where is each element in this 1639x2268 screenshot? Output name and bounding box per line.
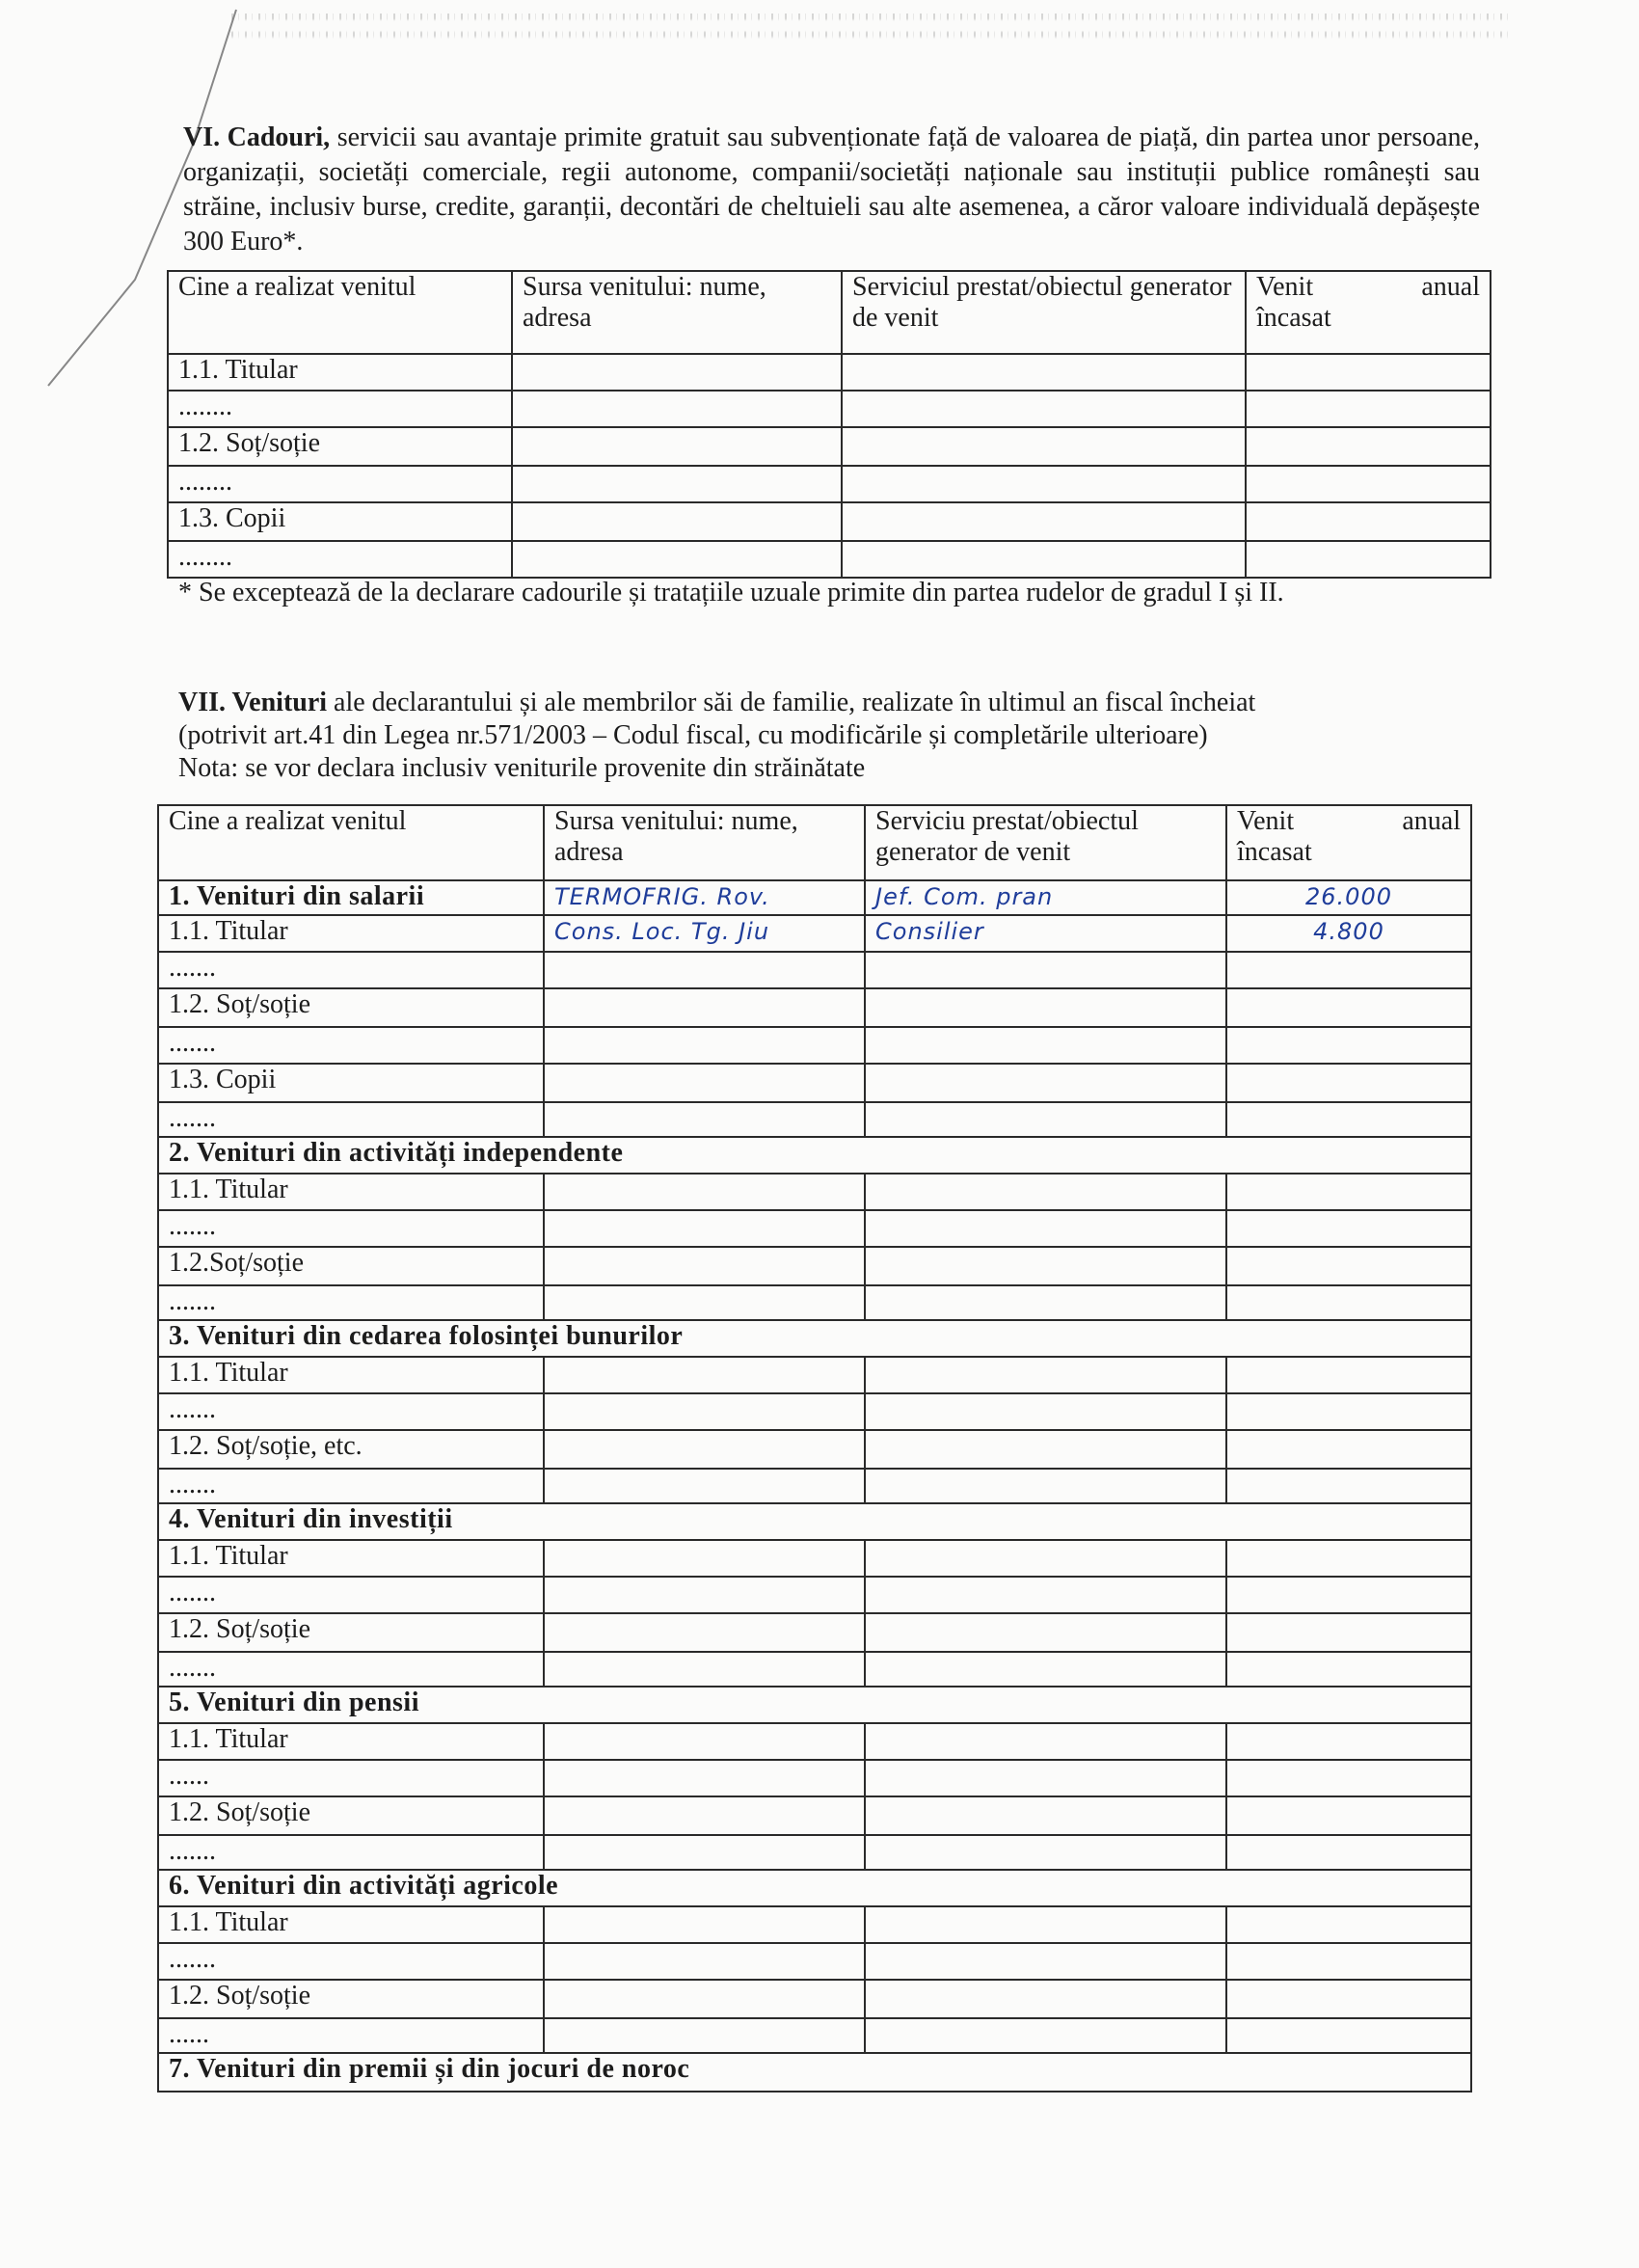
table-cell — [1226, 1174, 1471, 1210]
table-cell — [865, 915, 1226, 952]
group-title: 6. Venituri din activități agricole — [158, 1870, 1471, 1906]
table-cell — [865, 1796, 1226, 1835]
table-row — [158, 1285, 1471, 1320]
table-row — [158, 1393, 1471, 1430]
table-cell — [512, 466, 842, 502]
table-cell — [1226, 1064, 1471, 1102]
table-cell — [1226, 1577, 1471, 1613]
table-cell — [544, 1980, 865, 2018]
table-row — [158, 1027, 1471, 1064]
table-cell — [1246, 502, 1491, 541]
table-cell — [865, 1613, 1226, 1652]
header-who: Cine a realizat venitul — [168, 271, 512, 354]
table-cell — [865, 1980, 1226, 2018]
header-source: Sursa venitului: nume, adresa — [544, 805, 865, 880]
group-title: 1. Venituri din salarii — [158, 880, 544, 915]
row-label: 1.1. Titular — [158, 1906, 544, 1943]
table-row — [158, 952, 1471, 988]
header-income: Venit anual încasat — [1246, 271, 1491, 354]
row-label: ........ — [168, 541, 512, 578]
table-row — [158, 1760, 1471, 1796]
table-cell — [865, 1357, 1226, 1393]
row-label: 1.1. Titular — [158, 1357, 544, 1393]
income-table — [157, 804, 1472, 2092]
table-cell — [544, 1102, 865, 1137]
row-label: ....... — [158, 1469, 544, 1503]
handwritten-amount: 4.800 — [1313, 918, 1384, 945]
table-cell — [865, 880, 1226, 915]
row-label: 1.1. Titular — [158, 915, 544, 952]
section-vii-heading: VII. Venituri — [178, 688, 328, 717]
table-cell — [865, 1393, 1226, 1430]
table-cell — [544, 1430, 865, 1469]
row-label: ........ — [168, 391, 512, 427]
table-cell — [1226, 1796, 1471, 1835]
group-row-property-use — [158, 1320, 1471, 1357]
table-cell — [1226, 1760, 1471, 1796]
table-cell — [1226, 1980, 1471, 2018]
table-cell — [544, 1796, 865, 1835]
table-row — [158, 1796, 1471, 1835]
row-label: ...... — [158, 2018, 544, 2053]
table-cell — [1226, 1943, 1471, 1980]
group-title: 7. Venituri din premii și din jocuri de noroc — [158, 2053, 1471, 2092]
table-row — [158, 1210, 1471, 1247]
table-row — [158, 1723, 1471, 1760]
row-label: 1.1. Titular — [158, 1174, 544, 1210]
row-label: 1.1. Titular — [158, 1723, 544, 1760]
table-cell — [1226, 1285, 1471, 1320]
table-cell — [865, 988, 1226, 1027]
table-cell — [865, 1102, 1226, 1137]
table-cell — [865, 1760, 1226, 1796]
table-cell — [1226, 1540, 1471, 1577]
table-cell — [842, 502, 1246, 541]
section-vii-note: Nota: se vor declara inclusiv veniturile provenite din străinătate — [178, 753, 866, 783]
table-row — [168, 466, 1491, 502]
handwritten-service: Consilier — [875, 918, 984, 945]
group-row-agriculture — [158, 1870, 1471, 1906]
table-header-row — [168, 271, 1491, 354]
table-cell — [865, 2018, 1226, 2053]
table-cell — [512, 541, 842, 578]
table-row — [158, 915, 1471, 952]
table-cell — [1226, 880, 1471, 915]
table-row — [158, 1943, 1471, 1980]
row-label: ...... — [158, 1760, 544, 1796]
table-cell — [512, 354, 842, 391]
table-cell — [544, 880, 865, 915]
table-cell — [544, 1540, 865, 1577]
table-cell — [544, 915, 865, 952]
table-cell — [865, 1906, 1226, 1943]
table-cell — [512, 391, 842, 427]
row-label: 1.2.Soț/soție — [158, 1247, 544, 1285]
section-vii-text: VII. Venituri ale declarantului și ale membrilor săi de familie, realizate în ultimul an fiscal încheiat (potrivit art.41 din Legea nr.571/2003 – Codul fiscal, cu modificările și completările ulterioare) Nota: se vor declara inclusiv veniturile provenite din străinătate — [178, 687, 1490, 785]
row-label: ....... — [158, 1835, 544, 1870]
group-title: 4. Venituri din investiții — [158, 1503, 1471, 1540]
row-label: ....... — [158, 1943, 544, 1980]
table-cell — [1246, 427, 1491, 466]
table-cell — [865, 1577, 1226, 1613]
table-cell — [842, 354, 1246, 391]
row-label: ....... — [158, 1393, 544, 1430]
table-cell — [544, 1174, 865, 1210]
header-income: Venit anual încasat — [1226, 805, 1471, 880]
group-row-salaries — [158, 880, 1471, 915]
table-cell — [544, 1064, 865, 1102]
group-title: 3. Venituri din cedarea folosinței bunurilor — [158, 1320, 1471, 1357]
table-cell — [1226, 1102, 1471, 1137]
row-label: ....... — [158, 1285, 544, 1320]
table-cell — [544, 1247, 865, 1285]
table-cell — [865, 1943, 1226, 1980]
table-cell — [865, 1285, 1226, 1320]
group-title: 5. Venituri din pensii — [158, 1687, 1471, 1723]
table-row — [158, 1835, 1471, 1870]
table-cell — [865, 1174, 1226, 1210]
table-cell — [544, 1613, 865, 1652]
table-cell — [842, 541, 1246, 578]
header-service: Serviciu prestat/obiectul generator de venit — [865, 805, 1226, 880]
section-vi-body: servicii sau avantaje primite gratuit sau subvenționate față de valoarea de piață, din partea unor persoane, organizații, societăți comerciale, regii autonome, companii/societăți naționale sau instituții publice românești sau străine, inclusiv burse, credite, garanții, decontări de cheltuieli sau alte asemenea, a căror valoare individuală depășește 300 Euro*. — [183, 122, 1480, 256]
table-cell — [865, 1835, 1226, 1870]
table-cell — [1226, 1210, 1471, 1247]
table-cell — [842, 466, 1246, 502]
table-row — [158, 2018, 1471, 2053]
table-cell — [1226, 1247, 1471, 1285]
table-row — [168, 391, 1491, 427]
table-row — [158, 1247, 1471, 1285]
header-source: Sursa venitului: nume, adresa — [512, 271, 842, 354]
table-cell — [1246, 466, 1491, 502]
row-label: ....... — [158, 952, 544, 988]
table-cell — [544, 1760, 865, 1796]
table-cell — [1226, 1652, 1471, 1687]
row-label: 1.1. Titular — [168, 354, 512, 391]
row-label: ........ — [168, 466, 512, 502]
table-cell — [1226, 1906, 1471, 1943]
table-cell — [544, 1943, 865, 1980]
table-row — [158, 1652, 1471, 1687]
table-cell — [1246, 354, 1491, 391]
table-row — [158, 1469, 1471, 1503]
table-row — [158, 1064, 1471, 1102]
table-cell — [865, 1540, 1226, 1577]
row-label: ....... — [158, 1102, 544, 1137]
table-row — [168, 354, 1491, 391]
row-label: 1.2. Soț/soție — [168, 427, 512, 466]
table-cell — [1226, 1469, 1471, 1503]
handwritten-service: Jef. Com. pran — [875, 883, 1054, 910]
table-row — [168, 502, 1491, 541]
table-row — [158, 1577, 1471, 1613]
table-row — [168, 427, 1491, 466]
section-vi-text — [183, 121, 1480, 259]
table-row — [168, 541, 1491, 578]
row-label: 1.2. Soț/soție — [158, 1796, 544, 1835]
group-title: 2. Venituri din activități independente — [158, 1137, 1471, 1174]
table-cell — [1226, 1393, 1471, 1430]
table-cell — [865, 1027, 1226, 1064]
table-cell — [1226, 1430, 1471, 1469]
row-label: 1.2. Soț/soție, etc. — [158, 1430, 544, 1469]
table-row — [158, 988, 1471, 1027]
group-row-independent — [158, 1137, 1471, 1174]
table-row — [158, 1174, 1471, 1210]
table-cell — [544, 1906, 865, 1943]
group-row-pensions — [158, 1687, 1471, 1723]
handwritten-amount: 26.000 — [1305, 883, 1392, 910]
table-cell — [544, 1577, 865, 1613]
table-cell — [865, 1430, 1226, 1469]
table-cell — [865, 1469, 1226, 1503]
table-cell — [1226, 952, 1471, 988]
table-cell — [1246, 541, 1491, 578]
table-cell — [544, 1652, 865, 1687]
gifts-table — [167, 270, 1491, 579]
group-row-prizes — [158, 2053, 1471, 2092]
table-cell — [865, 1064, 1226, 1102]
row-label: 1.3. Copii — [168, 502, 512, 541]
table-cell — [544, 1357, 865, 1393]
table-row — [158, 1540, 1471, 1577]
table-cell — [544, 988, 865, 1027]
row-label: 1.2. Soț/soție — [158, 1613, 544, 1652]
table-cell — [1226, 988, 1471, 1027]
table-cell — [544, 1285, 865, 1320]
row-label: ....... — [158, 1652, 544, 1687]
handwritten-source: Cons. Loc. Tg. Jiu — [554, 918, 770, 945]
table-cell — [865, 952, 1226, 988]
table-cell — [544, 2018, 865, 2053]
table-cell — [1226, 1357, 1471, 1393]
table-cell — [1226, 1613, 1471, 1652]
table-cell — [544, 1393, 865, 1430]
table-cell — [1226, 915, 1471, 952]
table-cell — [1226, 2018, 1471, 2053]
table-cell — [544, 1723, 865, 1760]
scan-noise-top — [231, 14, 1514, 56]
header-service: Serviciul prestat/obiectul generator de venit — [842, 271, 1246, 354]
row-label: ....... — [158, 1210, 544, 1247]
row-label: 1.2. Soț/soție — [158, 988, 544, 1027]
table-cell — [544, 1210, 865, 1247]
header-who: Cine a realizat venitul — [158, 805, 544, 880]
section-vi-heading: VI. Cadouri, — [183, 122, 331, 152]
table-cell — [544, 1469, 865, 1503]
table-cell — [544, 1027, 865, 1064]
row-label: 1.3. Copii — [158, 1064, 544, 1102]
section-vii-law: (potrivit art.41 din Legea nr.571/2003 – Codul fiscal, cu modificările și completările ulterioare) — [178, 720, 1208, 750]
table-row — [158, 1357, 1471, 1393]
handwritten-source: TERMOFRIG. Rov. — [554, 883, 770, 910]
table-cell — [1226, 1835, 1471, 1870]
table-row — [158, 1613, 1471, 1652]
row-label: ....... — [158, 1027, 544, 1064]
section-vi-footnote: * Se exceptează de la declarare cadourile și tratațiile uzuale primite din partea rudelor de gradul I și II. — [178, 578, 1284, 608]
row-label: 1.1. Titular — [158, 1540, 544, 1577]
table-cell — [865, 1723, 1226, 1760]
table-cell — [865, 1210, 1226, 1247]
table-cell — [512, 427, 842, 466]
table-cell — [865, 1247, 1226, 1285]
table-cell — [1226, 1723, 1471, 1760]
table-cell — [842, 427, 1246, 466]
table-row — [158, 1102, 1471, 1137]
table-cell — [544, 952, 865, 988]
table-row — [158, 1906, 1471, 1943]
row-label: 1.2. Soț/soție — [158, 1980, 544, 2018]
table-cell — [1226, 1027, 1471, 1064]
table-row — [158, 1980, 1471, 2018]
group-row-investments — [158, 1503, 1471, 1540]
table-row — [158, 1430, 1471, 1469]
table-cell — [842, 391, 1246, 427]
table-cell — [1246, 391, 1491, 427]
table-header-row — [158, 805, 1471, 880]
row-label: ....... — [158, 1577, 544, 1613]
table-cell — [512, 502, 842, 541]
table-cell — [865, 1652, 1226, 1687]
table-cell — [544, 1835, 865, 1870]
